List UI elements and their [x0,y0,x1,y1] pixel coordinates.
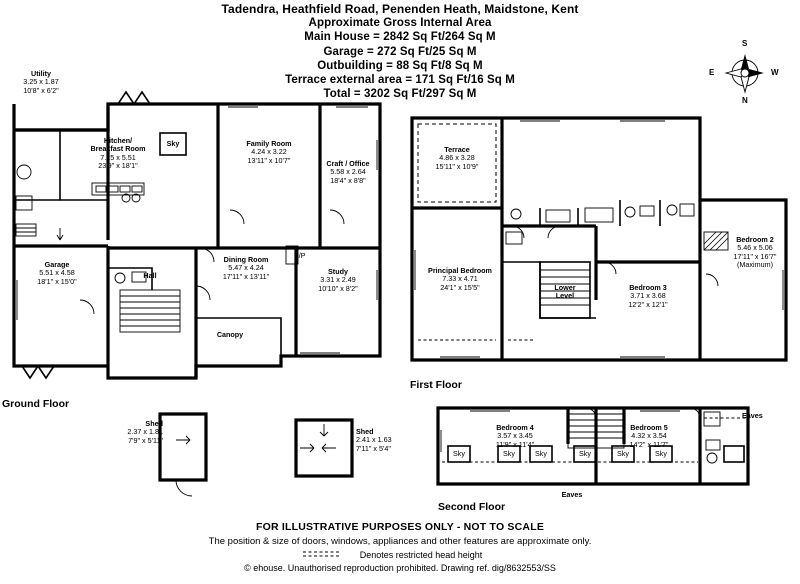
ground-floor-label: Ground Floor [2,398,70,410]
sky-2-name: Sky [453,449,465,458]
craft-metric: 5.58 x 2.64 [330,167,366,177]
compass-south-label: N [742,96,748,105]
sky-6-name: Sky [617,449,629,458]
compass-west-label: E [709,68,715,77]
area-main-house: Main House = 2842 Sq Ft/264 Sq M [304,31,496,44]
eaves-right-name: Eaves [742,411,763,420]
footer-note: The position & size of doors, windows, appliances and other features are approximate only. [208,536,592,547]
hall-name: Hall [143,271,157,280]
dining-imperial: 17'11" x 13'11" [222,271,270,281]
area-total: Total = 3202 Sq Ft/297 Sq M [323,88,477,101]
area-garage: Garage = 272 Sq Ft/25 Sq M [323,45,477,58]
room-label-study [302,268,374,293]
footer-disclaimer: FOR ILLUSTRATIVE PURPOSES ONLY - NOT TO SCALE [255,521,545,533]
room-label-garage [14,261,100,286]
dining-metric: 5.47 x 4.24 [228,263,264,273]
family-metric: 4.24 x 3.22 [251,147,287,157]
shed-2-imperial: 7'11" x 5'4" [356,443,391,453]
terrace-metric: 4.86 x 3.28 [439,153,475,163]
study-name: Study [328,267,348,276]
garage-name: Garage [44,260,70,269]
shed-1-imperial: 7'9" x 5'11" [128,435,163,445]
bed3-imperial: 12'2" x 12'1" [628,299,668,309]
family-imperial: 13'11" x 10'7" [247,155,291,165]
room-label-utility [2,70,80,95]
room-label-bedroom-4 [470,424,560,449]
room-label-dining-room [200,256,292,281]
bed2-imperial: 17'11" x 16'7" [733,251,777,261]
terrace-imperial: 15'11" x 10'9" [435,161,479,171]
sky-5-name: Sky [579,449,591,458]
fireplace-name: F/P [294,251,306,260]
bed5-imperial: 14'2" x 11'7" [629,439,669,449]
sky-7-name: Sky [655,449,667,458]
principal-metric: 7.33 x 4.71 [442,274,478,284]
area-outbuilding: Outbuilding = 88 Sq Ft/8 Sq M [317,59,483,72]
utility-name: Utility [31,69,51,78]
sky-1-name: Sky [166,139,180,148]
room-label-sky-7 [650,450,672,458]
room-label-shed-2 [356,428,420,453]
principal-imperial: 24'1" x 15'5" [440,282,480,292]
sky-4-name: Sky [535,449,547,458]
bed2-note: (Maximum) [737,260,773,270]
garage-metric: 5.51 x 4.58 [39,268,75,278]
eaves-bottom-name: Eaves [561,490,583,499]
room-label-sky-6 [612,450,634,458]
family-name: Family Room [246,139,292,148]
room-label-kitchen [72,137,164,171]
room-label-fireplace [290,252,310,260]
room-label-sky-2 [448,450,470,458]
ground-floor-plan [14,92,380,378]
study-metric: 3.31 x 2.49 [320,275,356,285]
garage-imperial: 18'1" x 15'0" [37,276,77,286]
utility-imperial: 10'8" x 6'2" [23,85,59,95]
compass-north-label: S [742,39,748,48]
bed2-name: Bedroom 2 [736,235,774,244]
room-label-canopy [208,331,252,339]
room-label-bedroom-3 [600,284,696,309]
bed5-name: Bedroom 5 [630,423,668,432]
kitchen-name-2: Breakfast Room [90,144,146,154]
room-label-craft-office [314,160,382,185]
kitchen-imperial: 23'9" x 18'1" [98,161,138,171]
kitchen-name: Kitchen/ [103,136,133,145]
room-label-hall [130,272,170,280]
dining-name: Dining Room [223,255,269,264]
canopy-name: Canopy [216,330,244,339]
shed-2-metric: 2.41 x 1.63 [356,435,392,445]
room-label-sky-3 [498,450,520,458]
room-label-principal-bedroom [412,267,508,292]
bed4-metric: 3.57 x 3.45 [497,431,533,441]
bed3-name: Bedroom 3 [629,283,667,292]
area-heading: Approximate Gross Internal Area [308,17,492,30]
shed-2-plan [296,420,352,476]
room-label-sky-5 [574,450,596,458]
compass-rose [726,54,764,92]
kitchen-metric: 7.25 x 5.51 [100,152,136,162]
shed-1-metric: 2.37 x 1.81 [127,427,163,437]
bed4-imperial: 11'9" x 11'4" [495,439,535,449]
craft-imperial: 18'4" x 8'8" [330,175,366,185]
footer-legend [0,549,800,562]
restricted-head-height-sample [318,550,356,557]
room-label-sky-4 [530,450,552,458]
terrace-name: Terrace [444,145,470,154]
shed-2-name: Shed [356,427,374,436]
sky-3-name: Sky [503,449,515,458]
property-address: Tadendra, Heathfield Road, Penenden Heath, Maidstone, Kent [221,2,579,16]
room-label-sky-ground [160,140,186,148]
utility-metric: 3.25 x 1.87 [23,77,59,87]
footer-copyright: © ehouse. Unauthorised reproduction prohibited. Drawing ref. dig/8632553/SS [244,563,556,573]
room-label-bedroom-2 [716,236,794,270]
footer-legend-text: Denotes restricted head height [359,550,483,560]
bed2-metric: 5.46 x 5.06 [737,243,773,253]
study-imperial: 10'10" x 8'2" [318,283,358,293]
room-label-shed-1 [99,420,163,445]
first-floor-label: First Floor [410,379,462,391]
shed-1-name: Shed [145,419,163,428]
room-label-family-room [224,140,314,165]
area-terrace: Terrace external area = 171 Sq Ft/16 Sq M [285,74,515,87]
room-label-lower-level [544,284,586,301]
lower-name-2: Level [555,291,575,301]
second-floor-label: Second Floor [438,501,506,513]
lower-name: Lower [554,283,576,292]
bed3-metric: 3.71 x 3.68 [630,291,666,301]
room-label-eaves-bottom [550,491,594,499]
bed5-metric: 4.32 x 3.54 [631,431,667,441]
compass-east-label: W [771,68,779,77]
footer [0,520,800,575]
craft-name: Craft / Office [326,159,370,168]
shed-1-plan [160,414,206,496]
room-label-eaves-right [742,412,782,420]
room-label-terrace [420,146,494,171]
principal-name: Principal Bedroom [428,266,492,275]
room-label-bedroom-5 [604,424,694,449]
bed4-name: Bedroom 4 [496,423,534,432]
